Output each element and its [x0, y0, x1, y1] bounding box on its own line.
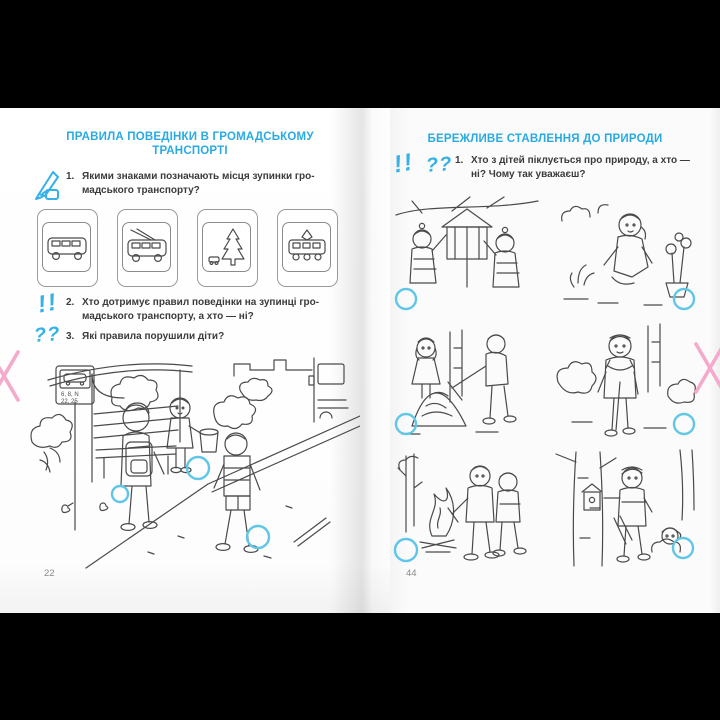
question-1-left: [66, 170, 358, 197]
boys-at-campfire: [392, 448, 540, 570]
tree-icon: [205, 227, 249, 267]
double-question-icon: ??: [425, 153, 454, 177]
pen-icon: [33, 168, 65, 204]
right-page-title: БЕРЕЖЛИВЕ СТАВЛЕННЯ ДО ПРИРОДИ: [427, 133, 663, 145]
question-1-right: 1. Хто з дітей піклується про природу, а хто — ні? Чому так уважаєш?: [455, 155, 690, 180]
double-exclamation-icon: !!: [35, 288, 61, 319]
answer-circle: [395, 539, 417, 561]
question-text: Якими знаками позначають місця зупинки гро- мадського транспорту?: [82, 171, 315, 196]
double-exclamation-icon: !!: [391, 148, 417, 179]
answer-circle: [396, 289, 416, 309]
answer-circle: [674, 414, 694, 434]
answer-circle: [674, 289, 694, 309]
boy-hiking-in-forest: [548, 322, 696, 444]
crop-mark-right: [694, 340, 720, 396]
left-title-line1: ПРАВИЛА ПОВЕДІНКИ В ГРОМАДСЬКОМУ: [66, 131, 314, 143]
left-page-number: 22: [44, 568, 55, 579]
double-question-icon: ??: [33, 323, 62, 347]
sign-card-tram: [277, 209, 338, 287]
bus-icon: [45, 230, 89, 264]
kids-poking-anthill: [392, 322, 540, 444]
boy-fixing-birdhouse: [548, 448, 696, 570]
book-spread: [0, 108, 720, 613]
kids-hanging-bird-feeder: [392, 195, 540, 317]
question-2-left: 2. Хто дотримує правил поведінки на зупинці гро- мадського транспорту, а хто — ні?: [66, 297, 320, 322]
sign-card-bus: [37, 209, 98, 287]
left-page-title: [30, 130, 350, 158]
right-page-number: 44: [406, 568, 417, 579]
stop-sign-routes-line2: 22, 25: [61, 399, 78, 405]
bus-stop-scene: [28, 356, 360, 570]
stop-sign-routes-line1: 6, 8, N: [61, 392, 79, 398]
tram-icon: [285, 228, 329, 266]
left-title-line2: ТРАНСПОРТІ: [152, 145, 228, 157]
sign-card-trolleybus: [117, 209, 178, 287]
answer-circle: [673, 538, 693, 558]
answer-circle: [112, 486, 128, 502]
question-3-left: 3. Які правила порушили діти?: [66, 331, 225, 342]
question-number: 1.: [66, 171, 75, 182]
sign-card-tree: [197, 209, 258, 287]
girl-planting-flowers: [548, 195, 696, 317]
answer-circle: [247, 526, 269, 548]
crop-mark-left: [0, 348, 22, 404]
trolleybus-icon: [125, 228, 169, 266]
